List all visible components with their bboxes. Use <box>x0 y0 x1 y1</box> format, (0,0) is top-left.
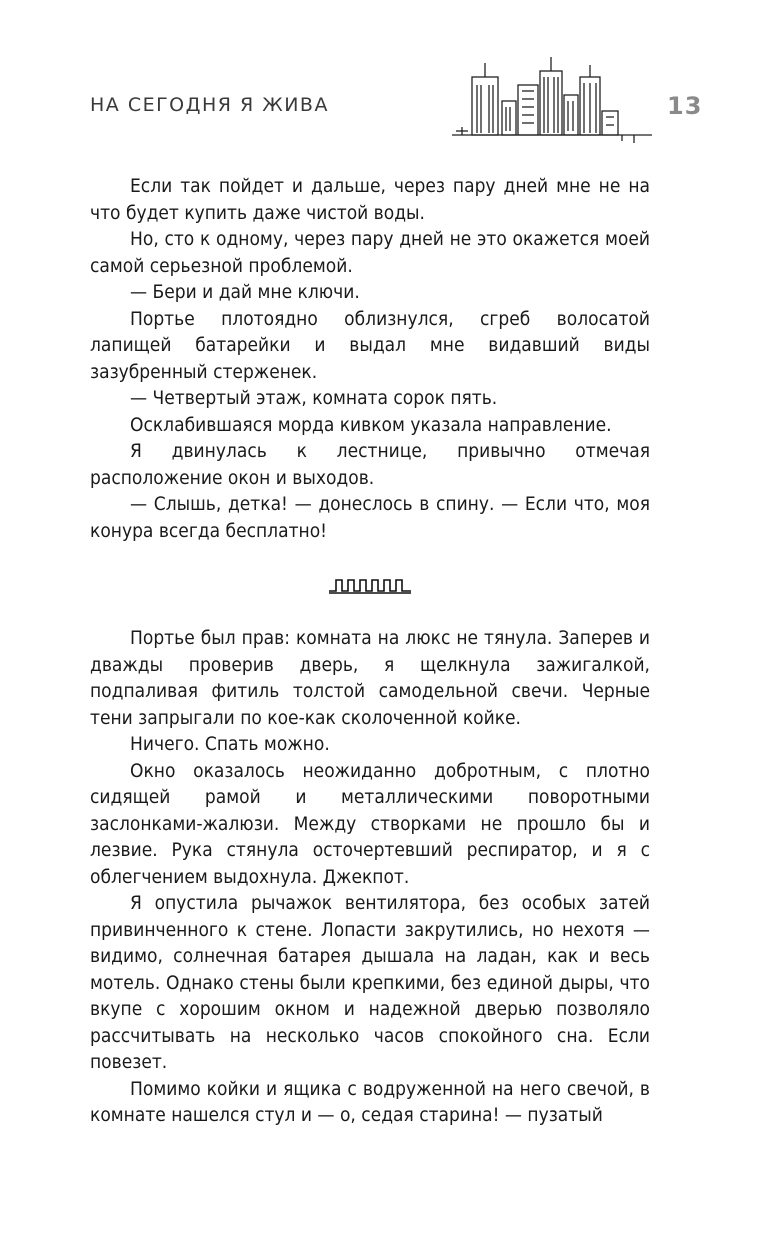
page-number: 13 <box>667 92 703 120</box>
paragraph: Я двинулась к лестнице, привычно отмечая расположение окон и выходов. <box>90 440 650 489</box>
text-block-before-break <box>90 173 650 544</box>
running-title: НА СЕГОДНЯ Я ЖИВА <box>90 94 329 116</box>
paragraph: Окно оказалось неожиданно добротным, с плотно сидящей рамой и металлическими поворотными заслонками-жалюзи. Между створками не прошло бы и лезвие. Рука стянула осточертевший респиратор, и я с облегчением выдохнула. Джекпот. <box>90 759 650 888</box>
paragraph: — Четвертый этаж, комната сорок пять. <box>130 387 498 409</box>
paragraph: Портье плотоядно облизнулся, сгреб волосатой лапищей батарейки и выдал мне видавший виды зазубренный стерженек. <box>90 307 650 383</box>
paragraph: Если так пойдет и дальше, через пару дней мне не на что будет купить даже чистой воды. <box>90 175 650 224</box>
paragraph: Но, сто к одному, через пару дней не это окажется моей самой серьезной проблемой. <box>90 228 650 277</box>
paragraph: Я опустила рычажок вентилятора, без особых затей привинченного к стене. Лопасти закрутились, но нехотя — видимо, солнечная батарея дышала на ладан, как и весь мотель. Однако стены были крепкими, без единой дыры, что вкупе с хорошим окном и надежной дверью позволяло рассчитывать на несколько часов спокойного сна. Если повезет. <box>90 892 650 1073</box>
paragraph: — Слышь, детка! — донеслось в спину. — Если что, моя конура всегда бесплатно! <box>90 493 650 542</box>
meander-ornament-icon <box>328 576 412 594</box>
text-block-after-break <box>90 625 650 1129</box>
city-skyline-icon <box>452 55 652 147</box>
paragraph: Портье был прав: комната на люкс не тянула. Заперев и дважды проверив дверь, я щелкнула зажигалкой, подпаливая фитиль толстой самодельной свечи. Черные тени запрыгали по кое-как сколоченной койке. <box>90 627 650 729</box>
paragraph: Осклабившаяся морда кивком указала направление. <box>130 413 612 436</box>
paragraph: Ничего. Спать можно. <box>130 733 330 755</box>
paragraph: Помимо койки и ящика с водруженной на него свечой, в комнате нашелся стул и — о, седая старина! — пузатый <box>90 1077 650 1126</box>
paragraph: — Бери и дай мне ключи. <box>130 281 360 303</box>
